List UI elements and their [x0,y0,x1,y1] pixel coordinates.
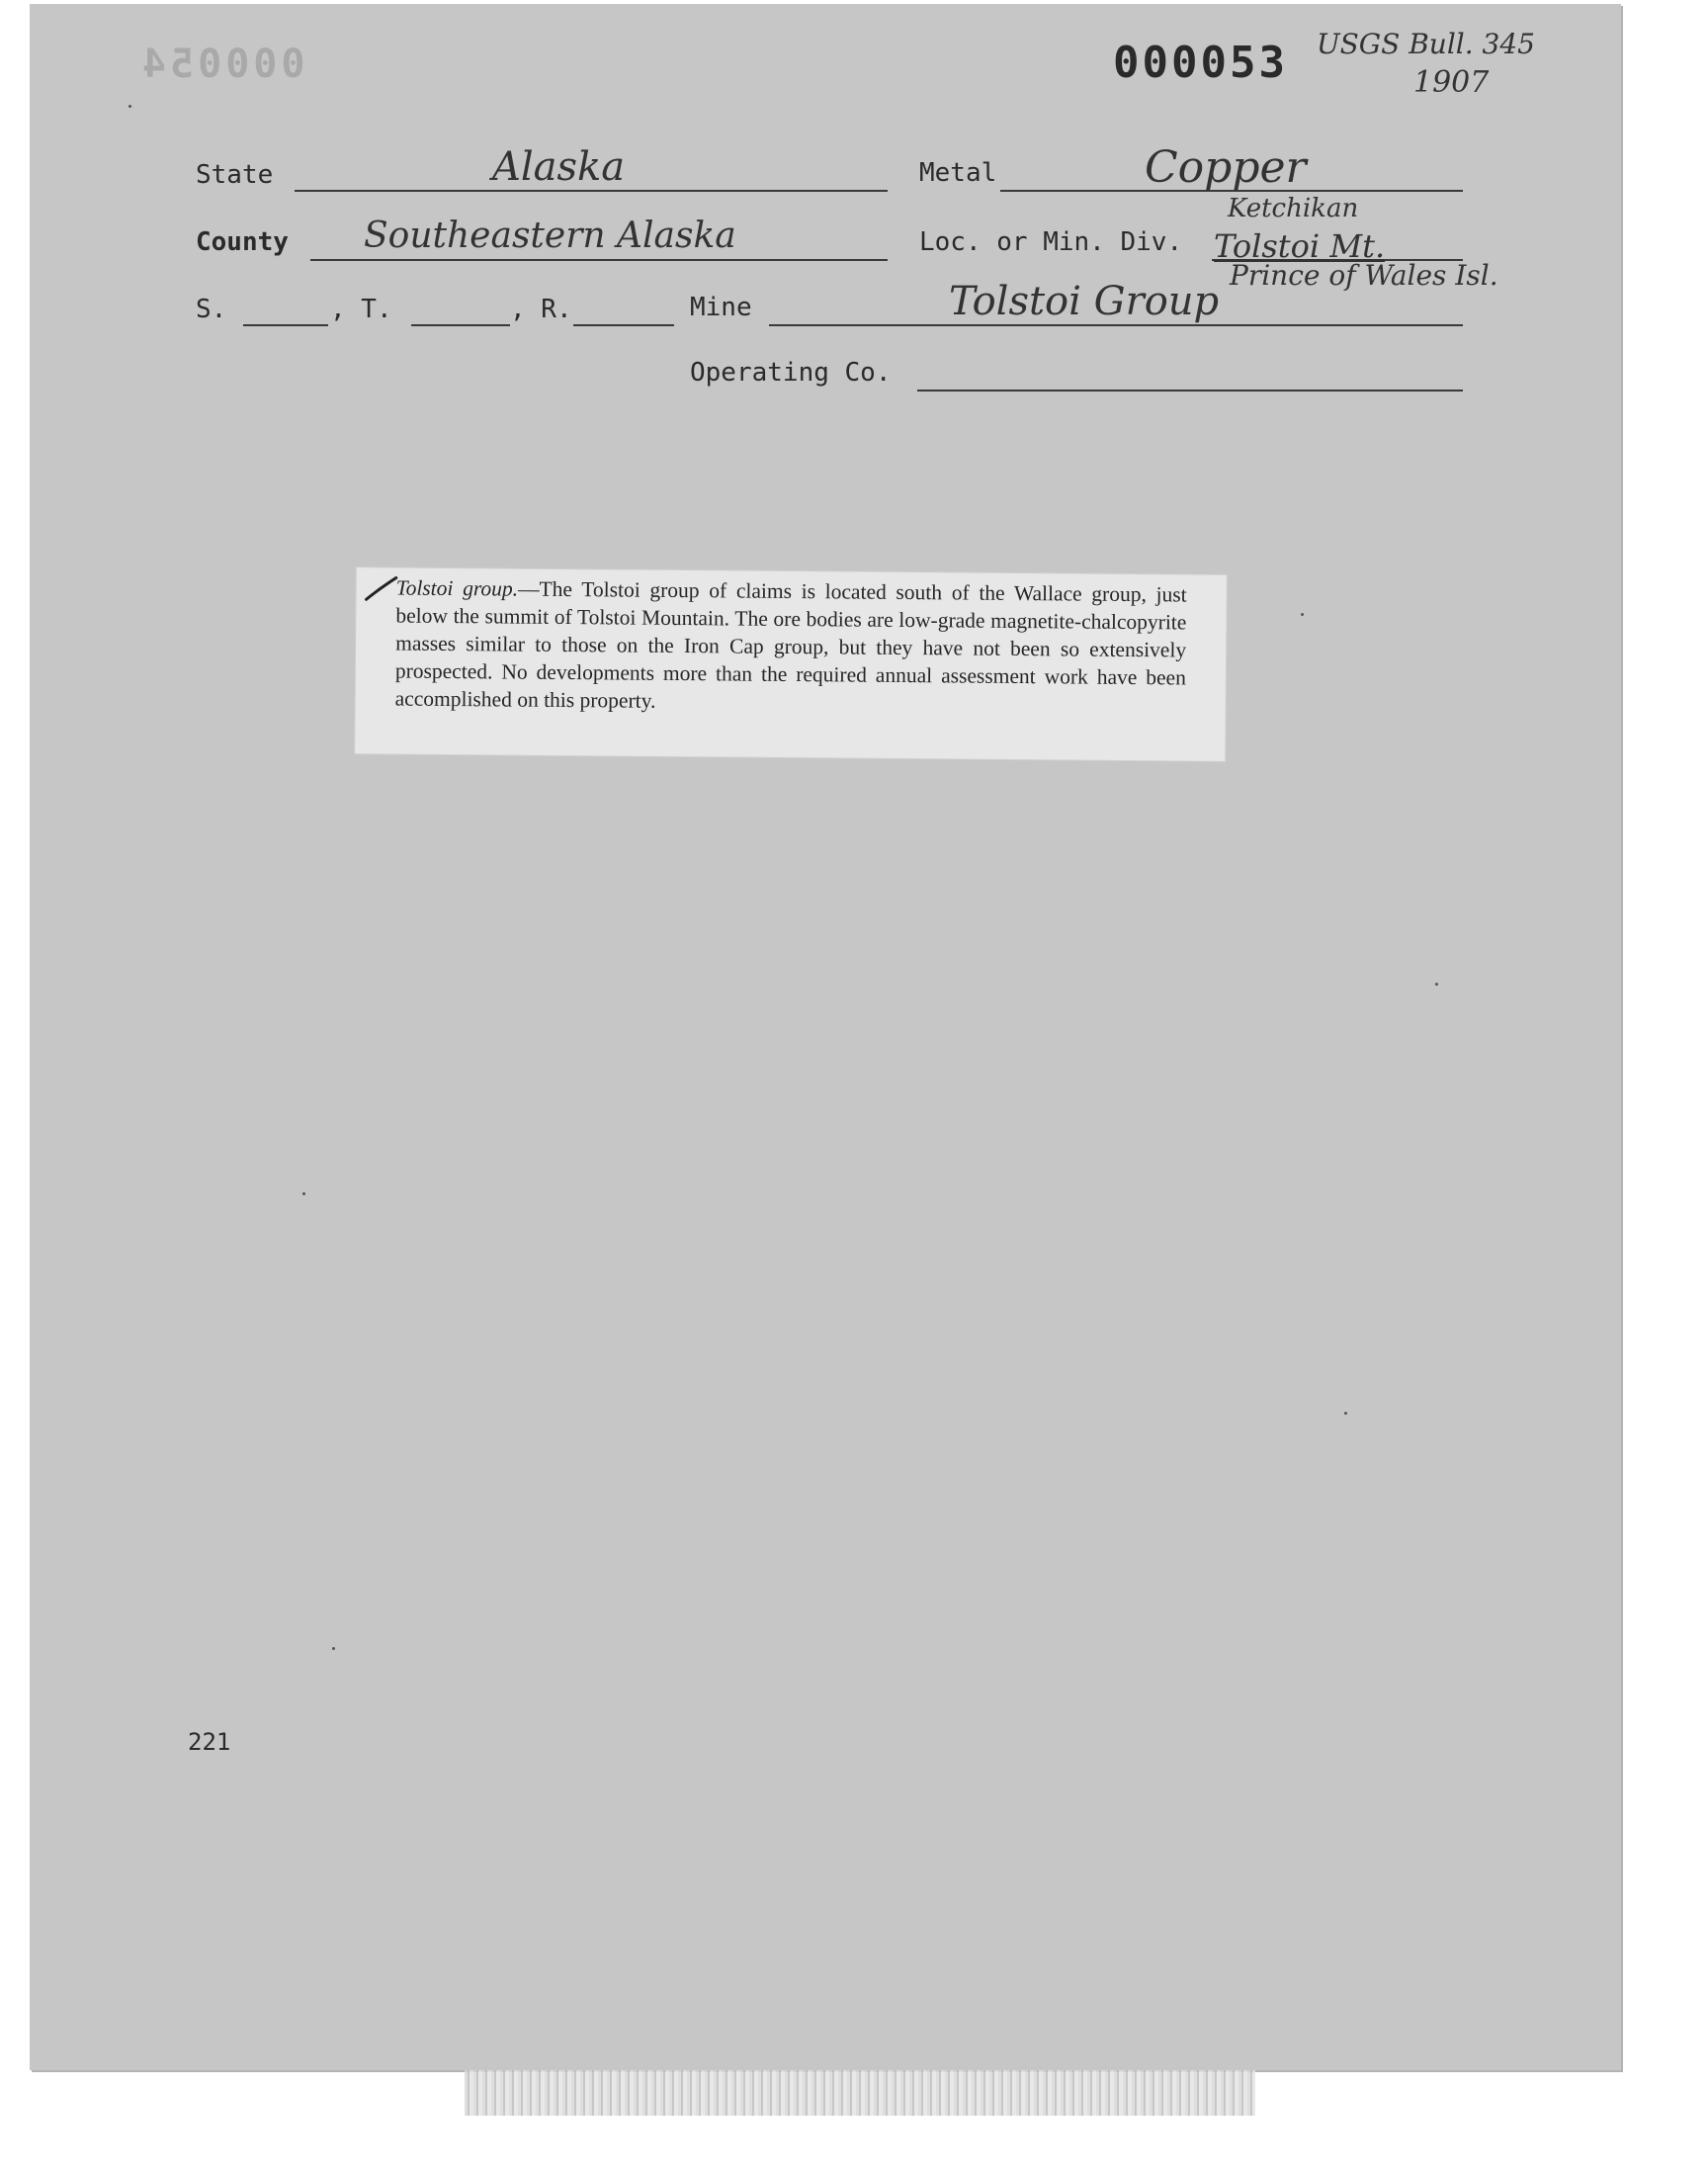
source-note: USGS Bull. 345 [1317,28,1535,60]
scan-speck [128,105,131,108]
index-card-sheet [30,4,1621,2070]
state-underline [295,190,888,192]
range-underline [573,324,674,326]
ghost-stamp-number: 000054 [138,42,305,87]
township-underline [411,324,510,326]
metal-value: Copper [1145,142,1307,193]
state-label: State [196,160,274,190]
scan-speck [1301,613,1304,616]
loc-value-top: Ketchikan [1228,194,1359,223]
pasted-text-clipping [355,567,1227,761]
mine-value: Tolstoi Group [949,279,1220,324]
page-number: 221 [188,1728,231,1756]
section-label: S. [196,295,227,324]
county-underline [310,259,888,261]
loc-value: Tolstoi Mt. [1214,227,1386,265]
loc-label: Loc. or Min. Div. [919,227,1183,257]
county-label: County [196,227,289,257]
clipping-heading: Tolstoi group. [395,575,519,601]
scan-speck [332,1647,335,1650]
source-year: 1907 [1413,65,1490,100]
township-label: , T. [330,295,392,324]
scan-speck [302,1192,305,1195]
county-value: Southeastern Alaska [364,216,736,256]
scan-speck [1435,983,1438,986]
metal-label: Metal [919,158,997,188]
loc-value-bottom: Prince of Wales Isl. [1230,259,1498,292]
mine-underline [769,324,1463,326]
state-value: Alaska [492,144,626,190]
section-underline [243,324,328,326]
stamp-number: 000053 [1113,38,1288,88]
operating-co-underline [917,390,1463,392]
clipping-paragraph [395,574,1187,720]
clipping-body: —The Tolstoi group of claims is located south of the Wallace group, just below the summit of Tolstoi Mountain. The ore bodies are low-grade magnetite-chalcopyrite masses similar to those on the Iron Cap group, but they have not been so extensively prospected. No developments more than the required annual assessment work have been accomplished on this property. [394,576,1187,713]
scan-speck [1344,1412,1347,1415]
range-label: , R. [510,295,572,324]
mine-label: Mine [690,293,752,322]
operating-co-label: Operating Co. [690,358,892,388]
scanner-edge-strip [465,2070,1255,2116]
